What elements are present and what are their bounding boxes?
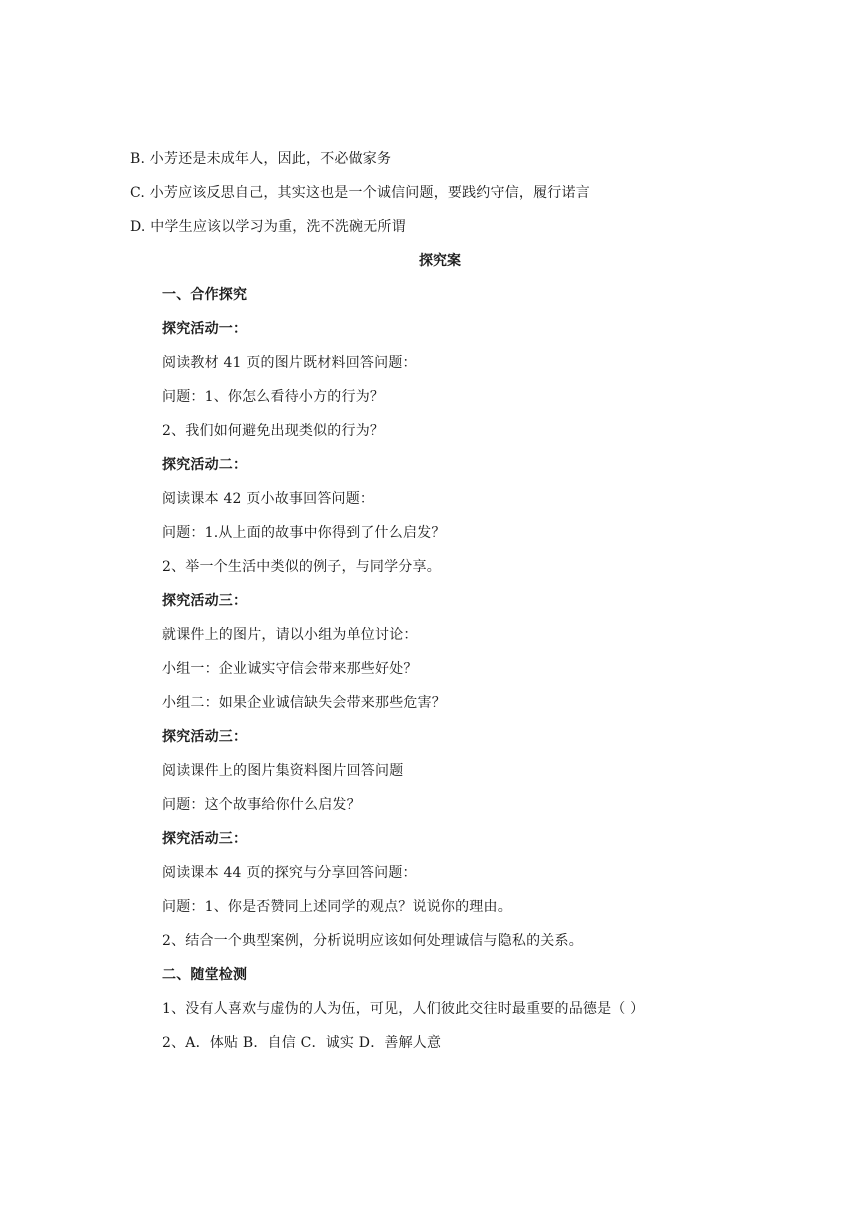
option-d: D. 中学生应该以学习为重，洗不洗碗无所谓 (130, 219, 406, 235)
activity-2-line: 阅读课本 42 页小故事回答问题： (162, 491, 375, 507)
activity-1-line: 问题：1、你怎么看待小方的行为？ (162, 389, 385, 405)
page-title: 探究案 (419, 253, 461, 269)
activity-3-line: 就课件上的图片，请以小组为单位讨论： (162, 627, 418, 643)
activity-4-heading: 探究活动三： (162, 729, 248, 745)
activity-1-heading: 探究活动一： (162, 321, 248, 337)
activity-2-heading: 探究活动二： (162, 457, 248, 473)
activity-1-line: 阅读教材 41 页的图片既材料回答问题： (162, 355, 417, 371)
activity-2-line: 问题：1.从上面的故事中你得到了什么启发？ (162, 525, 446, 541)
activity-5-line: 问题：1、你是否赞同上述同学的观点？说说你的理由。 (162, 899, 512, 915)
activity-3-heading: 探究活动三： (162, 593, 248, 609)
section-heading-in-class-test: 二、随堂检测 (162, 967, 248, 983)
activity-5-heading: 探究活动三： (162, 831, 248, 847)
activity-1-line: 2、我们如何避免出现类似的行为？ (162, 423, 385, 439)
activity-2-line: 2、举一个生活中类似的例子，与同学分享。 (162, 559, 441, 575)
activity-3-line: 小组二：如果企业诚信缺失会带来那些危害？ (162, 695, 446, 711)
option-b: B. 小芳还是未成年人，因此，不必做家务 (130, 151, 392, 167)
activity-5-line: 阅读课本 44 页的探究与分享回答问题： (162, 865, 417, 881)
activity-3-line: 小组一：企业诚实守信会带来那些好处？ (162, 661, 418, 677)
test-options: 2、A．体贴 B．自信 C．诚实 D．善解人意 (162, 1035, 442, 1051)
section-heading-cooperative-inquiry: 一、合作探究 (162, 287, 248, 303)
test-question: 1、没有人喜欢与虚伪的人为伍，可见，人们彼此交往时最重要的品德是（ ） (162, 1001, 645, 1017)
activity-4-line: 问题：这个故事给你什么启发？ (162, 797, 361, 813)
option-c: C. 小芳应该反思自己，其实这也是一个诚信问题，要践约守信，履行诺言 (130, 185, 590, 201)
activity-5-line: 2、结合一个典型案例，分析说明应该如何处理诚信与隐私的关系。 (162, 933, 583, 949)
activity-4-line: 阅读课件上的图片集资料图片回答问题 (162, 763, 404, 779)
